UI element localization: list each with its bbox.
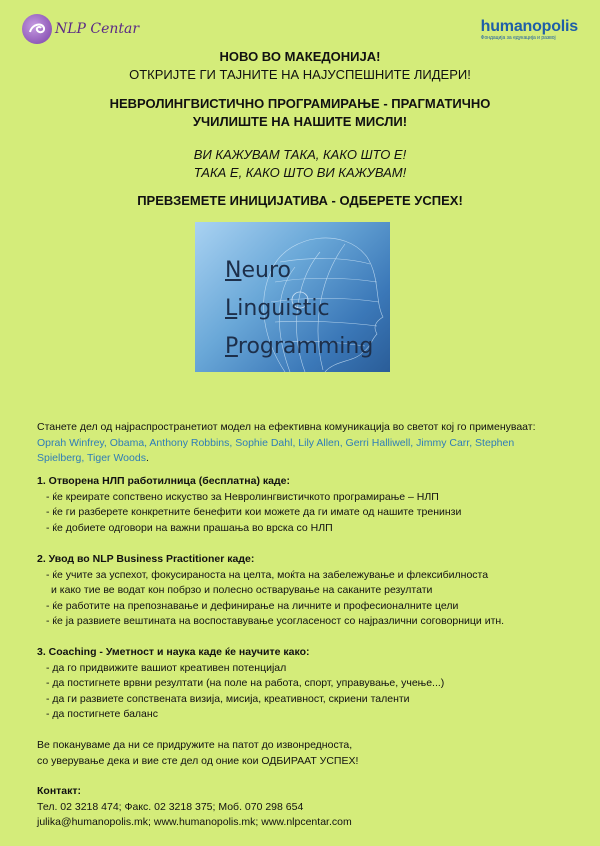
intro-text: Станете дел од најраспространетиот модел на ефективна комуникација во светот кој го применуваат:: [37, 421, 536, 433]
headline-initiative: ПРЕВЗЕМЕТЕ ИНИЦИЈАТИВА - ОДБЕРЕТЕ УСПЕХ!: [137, 193, 463, 208]
list-item: - да постигнете врвни резултати (на поле на работа, спорт, управување, учење...): [46, 677, 445, 689]
hero-word-programming: Programming: [225, 334, 374, 359]
contact-phones: Тел. 02 3218 474; Факс. 02 3218 375; Моб. 070 298 654: [37, 800, 304, 813]
list-item: - ќе работите на препознавање и дефинирање на личните и професионалните цели: [46, 599, 459, 612]
hero-word-neuro: Neuro: [225, 258, 291, 283]
headline-nlp-1: НЕВРОЛИНГВИСТИЧНО ПРОГРАМИРАЊЕ - ПРАГМАТИЧНО: [109, 96, 491, 111]
closing-paragraph: [37, 738, 572, 769]
contact-title: Контакт:: [37, 785, 82, 797]
nlp-centar-name: NLP Centar: [55, 21, 140, 37]
intro-names-line2: Spielberg, Tiger Woods: [37, 452, 146, 464]
list-item: - ќе ја развиете вештината на воспоставување усогласеност со најразлични соговорници итн.: [46, 615, 505, 627]
closing-line-1: Ве покануваме да ни се придружите на патот до извонредноста,: [37, 739, 353, 751]
list-item: - ќе учите за успехот, фокусираноста на целта, моќта на забележување и флексибилноста: [46, 568, 489, 581]
nlp-swirl-icon: [22, 14, 52, 44]
section-practitioner-title: 2. Увод во NLP Business Practitioner каде:: [37, 553, 255, 565]
nlp-head-image: [195, 222, 390, 372]
list-item: и како тие ве водат кон побрзо и полесно остварување на саканите резултати: [51, 584, 433, 596]
list-item: - ќе ги разберете конкретните бенефити кои можете да ги имате од нашите тренинзи: [46, 506, 462, 518]
list-item: - да го придвижите вашиот креативен потенцијал: [46, 661, 287, 674]
contact-block: [37, 784, 572, 831]
list-item: - да ги развиете сопствената визија, мисија, креативност, скриени таленти: [46, 692, 410, 705]
section-coaching-title: 3. Coaching - Уметност и наука каде ќе научите како:: [37, 646, 310, 658]
section-workshop: [37, 474, 572, 536]
list-item: - ќе креирате сопствено искуство за Невролингвистичкото програмирање – НЛП: [46, 490, 439, 503]
headline-quote-1: ВИ КАЖУВАМ ТАКА, КАКО ШТО Е!: [193, 147, 407, 162]
headline-quote-2: ТАКА Е, КАКО ШТО ВИ КАЖУВАМ!: [193, 165, 407, 180]
closing-line-2: со уверување дека и вие сте дел од оние кои ОДБИРААТ УСПЕХ!: [37, 754, 359, 767]
humanopolis-subtitle: Фондација за едукација и развој: [480, 35, 556, 41]
humanopolis-name: humanopolis: [480, 18, 578, 35]
section-workshop-title: 1. Отворена НЛП работилница (бесплатна) каде:: [37, 475, 290, 487]
section-coaching: [37, 645, 572, 723]
list-item: - да постигнете баланс: [46, 708, 158, 720]
intro-names-line1: Oprah Winfrey, Obama, Anthony Robbins, Sophie Dahl, Lily Allen, Gerri Halliwell, Jimmy Carr, Stephen: [37, 436, 515, 449]
nlp-centar-logo: [22, 14, 139, 44]
contact-web[interactable]: julika@humanopolis.mk; www.humanopolis.mk; www.nlpcentar.com: [37, 816, 352, 828]
humanopolis-logo: [481, 18, 578, 41]
list-item: - ќе добиете одговори на важни прашања во врска со НЛП: [46, 521, 333, 534]
intro-paragraph: [37, 420, 572, 467]
headline-nlp-2: УЧИЛИШТЕ НА НАШИТЕ МИСЛИ!: [192, 114, 408, 129]
section-practitioner: [37, 552, 572, 630]
headline-secrets: ОТКРИЈТЕ ГИ ТАЈНИТЕ НА НАЈУСПЕШНИТЕ ЛИДЕРИ!: [129, 67, 471, 82]
headline-new: НОВО ВО МАКЕДОНИЈА!: [219, 49, 381, 64]
intro-names-end: .: [145, 452, 149, 464]
hero-word-linguistic: Linguistic: [225, 296, 330, 321]
